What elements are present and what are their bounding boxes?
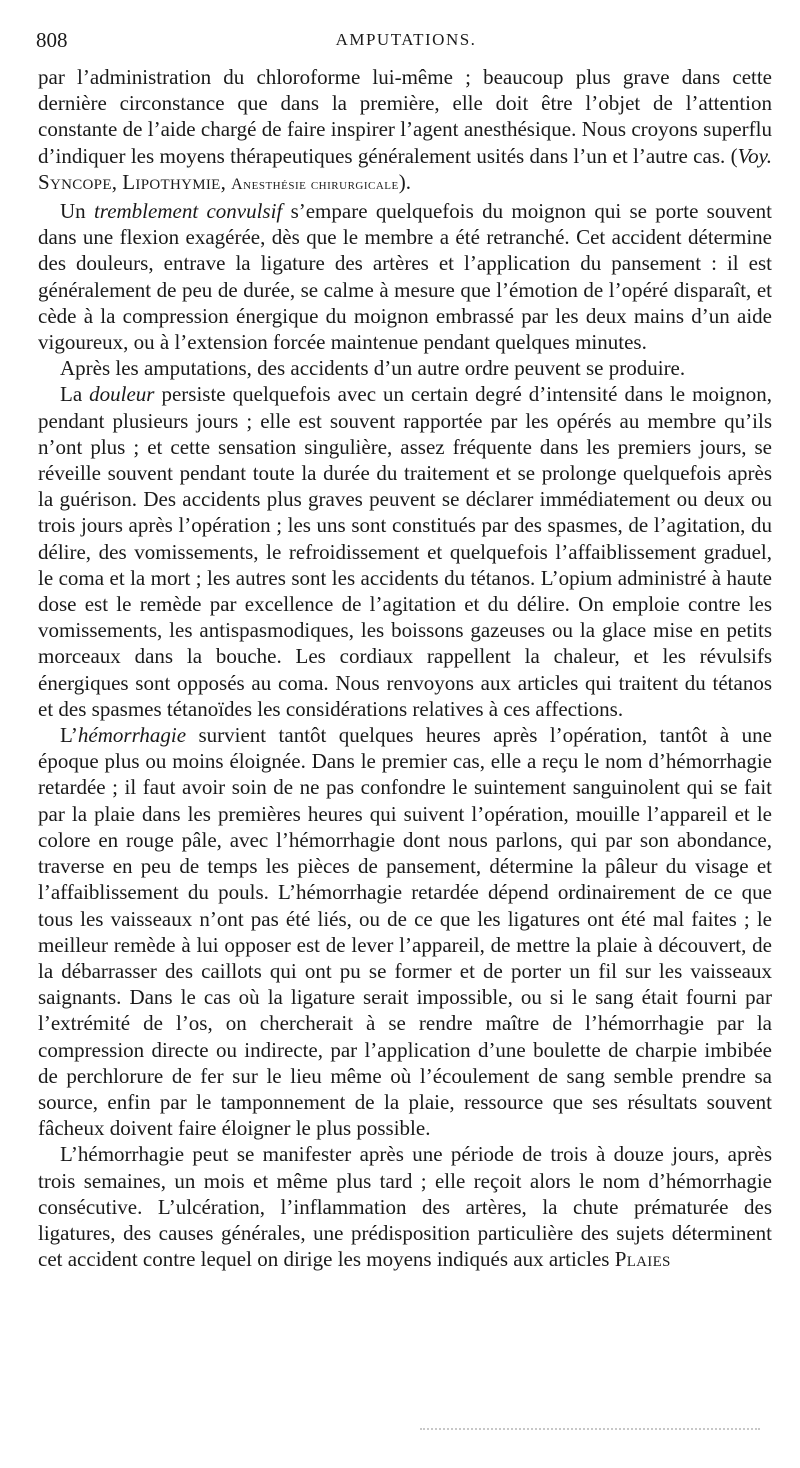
text-segment: Après les amputations, des accidents d’un autre ordre peuvent se produire. [60, 356, 686, 381]
paragraph [38, 355, 772, 381]
body-text [38, 64, 772, 1272]
paragraph [38, 1141, 772, 1272]
text-segment: Voy. [737, 143, 772, 168]
text-segment: survient tantôt quelques heures après l’opération, tantôt à une époque plus ou moins éloignée. Dans le premier cas, elle a reçu le nom d’hémorrhagie retardée ; il faut avoir soin de ne pas confondre le suintement sanguinolent qui se fait par la plaie dans les premières heures qui suivent l’opération, mouille l’appareil et le colore en rouge pâle, avec l’hémorrhagie dont nous parlons, qui par son abondance, traverse en peu de temps les pièces de pansement, détermine la pâleur du visage et l’affaiblissement du pouls. L’hémorrhagie retardée dépend ordinairement de ce que tous les vaisseaux n’ont pas été liés, ou de ce que les ligatures ont été mal faites ; le meilleur remède à lui opposer est de lever l’appareil, de mettre la plaie à découvert, de la débarrasser des caillots qui ont pu se former et de porter un fil sur les vaisseaux saignants. Dans le cas où la ligature serait impossible, ou si le sang était fourni par l’extrémité de l’os, on chercherait à se rendre maître de l’hémorrhagie par la compression directe ou indirecte, par l’application d’une boulette de charpie imbibée de perchlorure de fer sur le lieu même où l’écoulement de sang semble prendre sa source, enfin par le tamponnement de la plaie, ressource que ses résultats souvent fâcheux doivent faire éloigner le plus possible. [38, 723, 772, 1141]
page-number: 808 [36, 28, 68, 52]
text-segment: hémorrhagie [77, 723, 187, 748]
text-segment: L’hémorrhagie peut se manifester après une période de trois à douze jours, après trois semaines, un mois et même plus tard ; elle reçoit alors le nom d’hémorrhagie consécutive. L’ulcération, l’inflammation des artères, la chute prématurée des ligatures, des causes générales, une prédisposition particulière des sujets déterminent cet accident contre lequel on dirige les moyens indiqués aux articles [38, 1142, 772, 1272]
paragraph [38, 64, 772, 198]
text-segment: La [60, 382, 90, 407]
paragraph [38, 381, 772, 722]
text-segment: douleur [89, 382, 155, 407]
page-header [36, 22, 776, 62]
text-segment: Un [60, 199, 94, 224]
scan-artifact-line [420, 1428, 760, 1434]
running-title: AMPUTATIONS. [335, 30, 477, 49]
text-segment: L’ [60, 723, 78, 748]
text-segment: s’empare quelquefois du moignon qui se porte souvent dans une flexion exagérée, dès que le membre a été retranché. Cet accident détermine des douleurs, entrave la ligature des artères et l’application du pansement : il est généralement de peu de durée, se calme à mesure que l’émotion de l’opéré disparaît, et cède à la compression énergique du moignon embrassé par les deux mains d’un aide vigoureux, ou à l’extension forcée maintenue pendant quelques minutes. [38, 199, 773, 355]
text-segment: , [220, 169, 232, 194]
text-segment: Plaies [614, 1247, 671, 1272]
text-segment: persiste quelquefois avec un certain degré d’intensité dans le moignon, pendant plusieurs jours ; elle est souvent rapportée par les opérés au membre qu’ils n’ont plus ; et cette sensation singulière, assez fréquente dans les premiers jours, se réveille souvent pendant toute la durée du traitement et se prolonge quelquefois après la guérison. Des accidents plus graves peuvent se déclarer immédiatement ou deux ou trois jours après l’opération ; les uns sont constitués par des spasmes, de l’agitation, du délire, des vomissements, le refroidissement et quelquefois l’affaiblissement graduel, le coma et la mort ; les autres sont les accidents du tétanos. L’opium administré à haute dose est le remède par excellence de l’agitation et du délire. On emploie contre les vomissements, les antispasmodiques, les boissons gazeuses ou la glace mise en petits morceaux dans la bouche. Les cordiaux rappellent la chaleur, et les révulsifs énergiques sont opposés au coma. Nous renvoyons aux articles qui traitent du tétanos et des spasmes tétanoïdes les considérations relatives à ces affections. [38, 382, 773, 721]
text-segment: par l’administration du chloroforme lui-même ; beaucoup plus grave dans cette dernière circonstance que dans la première, elle doit être l’objet de l’attention constante de l’aide chargé de faire inspirer l’agent anesthésique. Nous croyons superflu d’indiquer les moyens thérapeutiques généralement usités dans l’un et l’autre cas. ( [38, 65, 772, 168]
paragraph [38, 722, 772, 1141]
text-segment: Lipothymie [122, 169, 221, 194]
text-segment: ). [398, 169, 411, 194]
text-segment: Anesthésie chirurgicale [231, 175, 399, 193]
text-segment: tremblement convulsif [93, 199, 283, 224]
paragraph [38, 198, 772, 355]
text-segment: Syncope [38, 169, 112, 194]
text-segment: , [111, 169, 123, 194]
